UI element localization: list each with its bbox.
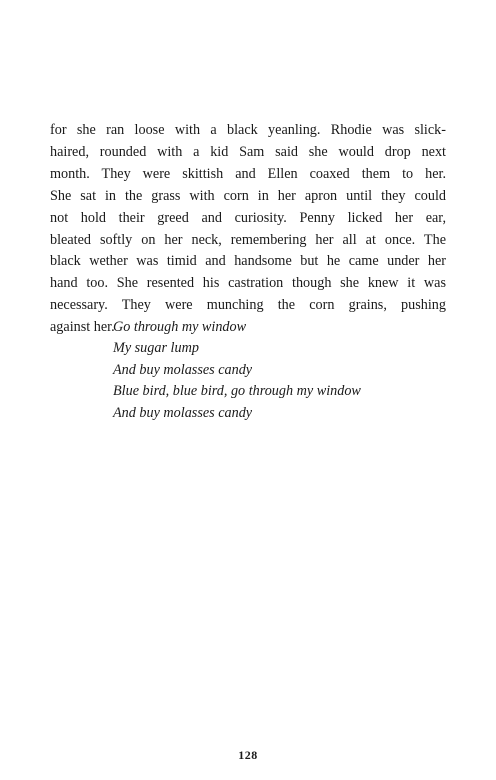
verse-line: Go through my window — [113, 319, 247, 335]
paragraph-line: not hold their greed and curiosity. Penny licked her ear, — [50, 209, 446, 226]
song-verse — [113, 317, 361, 424]
verse-line: My sugar lump — [113, 340, 199, 357]
paragraph-line: necessary. They were munching the corn grains, pushing — [50, 297, 446, 314]
body-paragraph — [50, 120, 446, 339]
paragraph-line: bleated softly on her neck, remembering her all at once. The — [50, 231, 446, 248]
verse-line: Blue bird, blue bird, go through my window — [113, 383, 361, 400]
page-number: 128 — [238, 748, 258, 762]
paragraph-line: for she ran loose with a black yeanling. Rhodie was slick- — [50, 122, 446, 138]
paragraph-line: month. They were skittish and Ellen coaxed them to her. — [50, 165, 446, 182]
paragraph-line: against her. — [50, 319, 115, 336]
verse-line: And buy molasses candy — [113, 361, 253, 378]
paragraph-line: black wether was timid and handsome but he came under her — [50, 253, 446, 270]
paragraph-line: haired, rounded with a kid Sam said she would drop next — [50, 143, 446, 160]
paragraph-line: She sat in the grass with corn in her apron until they could — [50, 187, 446, 204]
verse-line: And buy molasses candy — [113, 404, 253, 421]
paragraph-line: hand too. She resented his castration though she knew it was — [50, 275, 446, 292]
